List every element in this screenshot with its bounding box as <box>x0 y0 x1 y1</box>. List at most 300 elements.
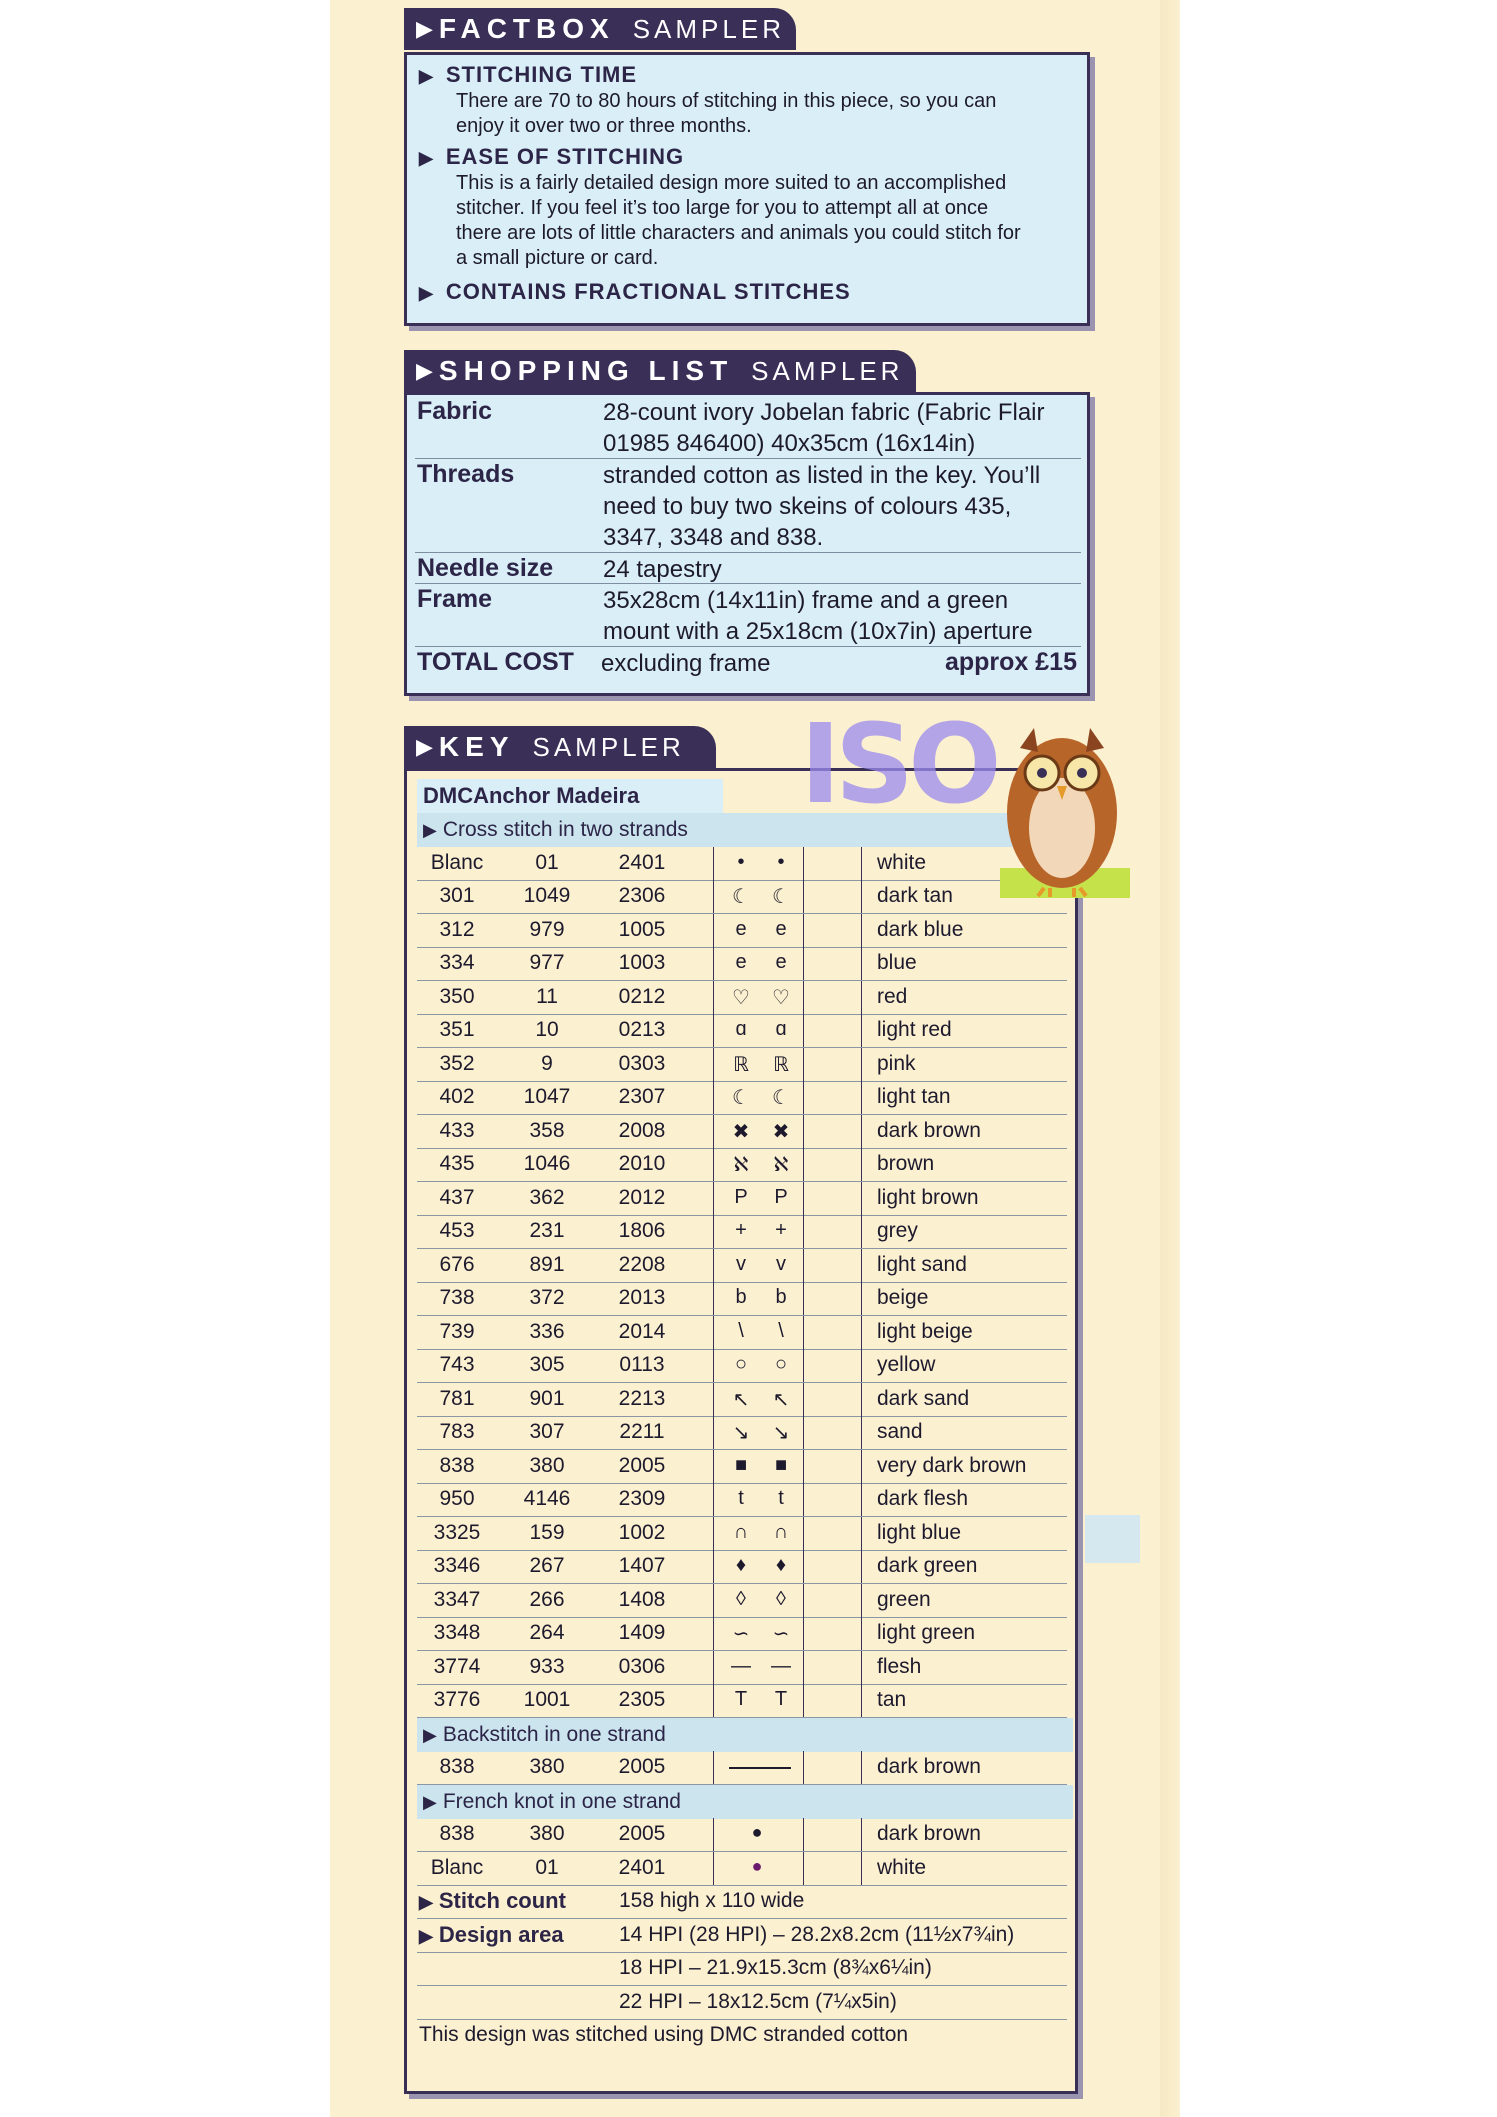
dmc-code: 334 <box>439 951 475 974</box>
anchor-code: 977 <box>529 951 565 974</box>
design-area-title: Design area <box>438 1921 564 1947</box>
stitch-symbol: ☾ <box>772 886 790 908</box>
shopping-value: 35x28cm (14x11in) frame and a green <box>603 587 1009 614</box>
column-divider <box>861 880 862 913</box>
key-row <box>417 1383 1067 1417</box>
anchor-code: 380 <box>529 1755 565 1778</box>
stitch-symbol: ∩ <box>773 1520 789 1543</box>
anchor-code: 372 <box>529 1286 565 1309</box>
key-row <box>417 1148 1067 1182</box>
stitch-symbol: ♡ <box>732 986 750 1009</box>
dmc-code: 676 <box>439 1252 475 1276</box>
stitch-symbol: e <box>775 951 787 973</box>
colour-name: beige <box>877 1286 929 1309</box>
side-tab <box>1085 1515 1140 1563</box>
dmc-code: 783 <box>439 1420 475 1443</box>
factbox-line: This is a fairly detailed design more suited to an accomplished <box>456 172 1007 194</box>
madeira-code: 2211 <box>619 1420 665 1443</box>
anchor-code: 1049 <box>523 884 571 907</box>
column-divider <box>861 1182 862 1215</box>
dmc-code: 3776 <box>433 1688 481 1711</box>
stitch-symbol: ◊ <box>776 1587 786 1610</box>
factbox-item <box>419 279 851 306</box>
stitch-symbol: \ <box>778 1319 784 1342</box>
madeira-code: 2010 <box>618 1152 666 1175</box>
column-divider <box>803 981 804 1014</box>
stitch-symbol: ♦ <box>735 1554 747 1576</box>
factbox-heading: STITCHING TIME <box>445 62 638 87</box>
anchor-code: 358 <box>529 1118 565 1142</box>
column-divider <box>861 1416 862 1449</box>
triangle-icon: ▶ <box>423 1724 437 1745</box>
stitch-symbol: ○ <box>774 1353 788 1375</box>
factbox-line: a small picture or card. <box>456 247 659 269</box>
column-divider <box>803 1316 804 1349</box>
key-section-title: Backstitch in one strand <box>442 1722 666 1746</box>
stitch-symbol: — <box>771 1654 791 1677</box>
colour-name: flesh <box>877 1654 922 1678</box>
key-row <box>417 1282 1067 1316</box>
stitch-symbol: e <box>735 951 747 973</box>
column-divider <box>713 1115 714 1148</box>
design-area-row <box>417 1919 1067 1953</box>
column-divider <box>803 1349 804 1382</box>
colour-name: light brown <box>877 1185 979 1209</box>
anchor-code: 231 <box>529 1219 565 1242</box>
key-row <box>417 1115 1067 1149</box>
key-row <box>417 1416 1067 1450</box>
factbox <box>404 52 1090 326</box>
anchor-code: 1046 <box>523 1152 571 1175</box>
column-divider <box>803 1014 804 1047</box>
column-divider <box>861 1852 862 1885</box>
key-row <box>417 880 1067 914</box>
shopping-row <box>415 395 1081 459</box>
colour-name: very dark brown <box>877 1453 1027 1477</box>
column-divider <box>803 1182 804 1215</box>
key-section-title: French knot in one strand <box>442 1789 681 1813</box>
anchor-code: 267 <box>529 1554 565 1577</box>
stitch-symbol: ✖ <box>732 1120 750 1143</box>
stitch-symbol: v <box>776 1252 786 1275</box>
column-divider <box>861 1282 862 1315</box>
anchor-code: 266 <box>529 1587 565 1611</box>
triangle-icon: ▶ <box>419 1892 433 1912</box>
madeira-code: 2401 <box>618 1855 666 1879</box>
dmc-code: 3774 <box>433 1654 481 1678</box>
key-title: KEY <box>438 731 515 762</box>
stitch-symbol: v <box>736 1252 746 1275</box>
key-row <box>417 1316 1067 1350</box>
shopping-value: 28-count ivory Jobelan fabric (Fabric Flair <box>603 399 1045 426</box>
dmc-code: 3346 <box>433 1554 481 1577</box>
column-divider <box>861 1048 862 1081</box>
arrow-icon: ▶ <box>416 16 433 41</box>
madeira-code: 2005 <box>618 1453 666 1477</box>
column-divider <box>803 1684 804 1717</box>
column-divider <box>861 1249 862 1282</box>
shopping-title: SHOPPING LIST <box>438 355 734 386</box>
column-divider <box>713 1852 714 1885</box>
shopping-label: TOTAL COST <box>417 648 574 676</box>
madeira-code: 1002 <box>618 1520 666 1544</box>
key-row <box>417 1081 1067 1115</box>
triangle-icon: ▶ <box>419 283 434 303</box>
colour-name: grey <box>877 1219 918 1242</box>
colour-name: dark sand <box>877 1386 970 1410</box>
key-row <box>417 1048 1067 1082</box>
design-area-value: 14 HPI (28 HPI) – 28.2x8.2cm (11½x7¾in) <box>619 1922 1015 1946</box>
key-tab <box>404 726 716 768</box>
total-cost: approx £15 <box>944 648 1077 676</box>
madeira-code: 1407 <box>618 1554 666 1577</box>
colour-name: white <box>877 850 927 874</box>
column-divider <box>861 1215 862 1248</box>
key-section-title: Cross stitch in two strands <box>442 818 688 841</box>
column-divider <box>713 1416 714 1449</box>
factbox-line: enjoy it over two or three months. <box>456 115 752 137</box>
anchor-code: 10 <box>535 1018 559 1041</box>
column-divider <box>803 1483 804 1516</box>
shopping-tab <box>404 350 916 392</box>
stitch-symbol: — <box>731 1654 751 1677</box>
column-divider <box>713 1483 714 1516</box>
column-divider <box>861 1550 862 1583</box>
madeira-code: 1408 <box>618 1587 666 1611</box>
shopping-row <box>415 552 1081 584</box>
anchor-code: 264 <box>529 1621 565 1644</box>
stitch-symbol: ↘ <box>772 1422 790 1444</box>
column-divider <box>803 1450 804 1483</box>
stitch-symbol: ↘ <box>732 1422 750 1444</box>
column-divider <box>713 1349 714 1382</box>
madeira-code: 2305 <box>618 1688 666 1711</box>
stitch-symbol: T <box>734 1688 748 1710</box>
column-divider <box>713 1249 714 1282</box>
shopping-label: Threads <box>417 460 515 488</box>
french-knot-symbol: ● <box>751 1855 763 1876</box>
key-row <box>417 1584 1067 1618</box>
dmc-code: 433 <box>439 1118 475 1142</box>
madeira-code: 1005 <box>618 917 666 941</box>
anchor-code: 380 <box>529 1822 565 1845</box>
stitch-symbol: ∽ <box>732 1623 750 1645</box>
arrow-icon: ▶ <box>416 358 433 383</box>
column-divider <box>803 1852 804 1885</box>
column-divider <box>713 1818 714 1851</box>
madeira-code: 1409 <box>618 1621 666 1644</box>
stitch-symbol: b <box>735 1286 747 1308</box>
anchor-code: 1001 <box>523 1688 571 1711</box>
column-divider <box>803 1383 804 1416</box>
stitch-symbol: ↖ <box>772 1388 790 1411</box>
madeira-code: 1003 <box>618 951 666 974</box>
column-divider <box>713 1550 714 1583</box>
column-divider <box>713 947 714 980</box>
column-divider <box>713 1048 714 1081</box>
dmc-code: 312 <box>439 917 475 941</box>
shopping-subtitle: SAMPLER <box>751 355 904 386</box>
column-divider <box>713 1182 714 1215</box>
column-divider <box>803 1617 804 1650</box>
stitch-symbol: ∩ <box>733 1520 749 1543</box>
design-area-label <box>419 1922 564 1948</box>
column-divider <box>803 1751 804 1784</box>
design-area-row <box>417 1986 1067 2020</box>
colour-name: light tan <box>877 1085 951 1108</box>
key-row <box>417 1751 1067 1785</box>
anchor-code: 9 <box>541 1051 553 1075</box>
factbox-item <box>419 144 1021 271</box>
stitch-symbol: P <box>734 1185 748 1208</box>
french-knot-symbol: ● <box>751 1822 763 1842</box>
column-divider <box>803 1818 804 1851</box>
colour-name: dark green <box>877 1554 978 1577</box>
column-divider <box>713 1316 714 1349</box>
madeira-code: 1806 <box>618 1219 666 1242</box>
dmc-code: Blanc <box>430 850 484 874</box>
anchor-code: 4146 <box>523 1487 571 1510</box>
shopping-value: 3347, 3348 and 838. <box>603 524 824 551</box>
dmc-code: 781 <box>439 1386 475 1410</box>
anchor-code: 01 <box>535 1855 559 1879</box>
colour-name: red <box>877 984 908 1008</box>
dmc-code: Blanc <box>430 1855 484 1879</box>
column-divider <box>861 1818 862 1851</box>
column-divider <box>861 847 862 880</box>
column-divider <box>861 1617 862 1650</box>
column-divider <box>861 1751 862 1784</box>
key-section-heading <box>417 1785 1073 1819</box>
column-divider <box>713 880 714 913</box>
shopping-row <box>415 646 1081 686</box>
shopping-value: 01985 846400) 40x35cm (16x14in) <box>603 430 976 457</box>
owl-illustration <box>982 718 1144 914</box>
stitch-symbol: ∽ <box>772 1623 790 1645</box>
stitch-symbol: ↖ <box>732 1388 750 1411</box>
stitch-symbol: b <box>775 1286 787 1308</box>
column-divider <box>713 1215 714 1248</box>
shopping-value: 24 tapestry <box>603 556 722 583</box>
shopping-label: Needle size <box>417 554 554 582</box>
madeira-code: 2401 <box>618 850 666 874</box>
key-row <box>417 847 1067 881</box>
column-divider <box>713 1014 714 1047</box>
stitch-count-title: Stitch count <box>438 1888 566 1913</box>
stitch-symbol: • <box>737 850 745 873</box>
stitch-symbol: ℝ <box>773 1053 789 1076</box>
colour-name: pink <box>877 1051 916 1075</box>
column-divider <box>713 1517 714 1550</box>
stitch-symbol: ☾ <box>732 886 750 908</box>
madeira-code: 2005 <box>618 1822 666 1845</box>
anchor-code: 979 <box>529 917 565 941</box>
shopping-value: mount with a 25x18cm (10x7in) aperture <box>603 618 1033 645</box>
key-column-header: DMCAnchor Madeira <box>417 779 723 813</box>
column-divider <box>803 1048 804 1081</box>
colour-name: light sand <box>877 1252 967 1276</box>
column-divider <box>803 1282 804 1315</box>
column-divider <box>861 1383 862 1416</box>
colour-name: light red <box>877 1018 952 1041</box>
colour-name: light blue <box>877 1520 962 1544</box>
column-divider <box>803 1416 804 1449</box>
anchor-code: 362 <box>529 1185 565 1209</box>
madeira-code: 2213 <box>618 1386 666 1410</box>
dmc-code: 838 <box>439 1822 475 1845</box>
column-divider <box>861 1081 862 1114</box>
column-divider <box>803 947 804 980</box>
owl-right-pupil <box>1077 768 1087 778</box>
column-divider <box>861 947 862 980</box>
colour-name: sand <box>877 1420 923 1443</box>
page-edge <box>1160 0 1180 2117</box>
triangle-icon: ▶ <box>423 820 437 840</box>
key-row <box>417 914 1067 948</box>
colour-name: dark tan <box>877 884 953 907</box>
column-divider <box>861 1450 862 1483</box>
factbox-heading: EASE OF STITCHING <box>445 144 685 169</box>
column-divider <box>861 981 862 1014</box>
colour-name: brown <box>877 1152 935 1175</box>
colour-name: dark brown <box>877 1822 981 1845</box>
factbox-item <box>419 62 996 139</box>
factbox-subtitle: SAMPLER <box>632 13 785 44</box>
watermark-logo: ISO <box>800 700 996 828</box>
key-table <box>404 768 1078 2094</box>
stitch-symbol: + <box>735 1219 747 1241</box>
arrow-icon: ▶ <box>416 734 433 759</box>
key-subtitle: SAMPLER <box>532 731 685 762</box>
anchor-code: 1047 <box>523 1085 571 1108</box>
stitch-count-value: 158 high x 110 wide <box>619 1889 805 1912</box>
owl-right-ear <box>1086 728 1104 752</box>
column-divider <box>803 1081 804 1114</box>
column-divider <box>713 1450 714 1483</box>
column-divider <box>861 1584 862 1617</box>
stitch-symbol: e <box>775 917 787 940</box>
column-divider <box>713 1584 714 1617</box>
column-divider <box>861 1014 862 1047</box>
stitch-count-row <box>417 1885 1067 1919</box>
dmc-code: 838 <box>439 1755 475 1778</box>
colour-name: dark brown <box>877 1118 981 1142</box>
column-divider <box>713 1617 714 1650</box>
anchor-code: 891 <box>529 1252 565 1276</box>
stitch-symbol: ℵ <box>733 1154 749 1176</box>
column-divider <box>803 1517 804 1550</box>
column-divider <box>713 914 714 947</box>
stitch-symbol: ■ <box>734 1453 748 1476</box>
column-divider <box>861 1316 862 1349</box>
factbox-tab <box>404 8 796 50</box>
dmc-code: 3348 <box>433 1621 481 1644</box>
stitch-symbol: t <box>738 1487 744 1509</box>
factbox-title: FACTBOX <box>438 13 615 44</box>
stitch-symbol: • <box>777 850 785 873</box>
colour-name: dark flesh <box>877 1487 969 1510</box>
key-row <box>417 1651 1067 1685</box>
triangle-icon: ▶ <box>419 148 434 168</box>
anchor-code: 380 <box>529 1453 565 1477</box>
column-divider <box>861 1349 862 1382</box>
madeira-code: 2012 <box>618 1185 666 1209</box>
colour-name: dark brown <box>877 1755 981 1778</box>
key-row <box>417 1818 1067 1852</box>
column-divider <box>803 847 804 880</box>
madeira-code: 2005 <box>618 1755 666 1778</box>
shopping-row <box>415 583 1081 647</box>
dmc-code: 738 <box>439 1286 475 1309</box>
anchor-code: 11 <box>536 984 558 1008</box>
colour-name: white <box>877 1855 927 1879</box>
column-divider <box>713 1081 714 1114</box>
column-divider <box>713 847 714 880</box>
dmc-code: 351 <box>439 1018 475 1041</box>
column-divider <box>861 1483 862 1516</box>
triangle-icon: ▶ <box>419 1925 433 1946</box>
stitch-symbol: e <box>735 917 747 940</box>
column-divider <box>861 1517 862 1550</box>
column-divider <box>803 1550 804 1583</box>
key-row <box>417 1182 1067 1216</box>
backstitch-line-symbol <box>729 1767 791 1769</box>
shopping-row <box>415 458 1081 553</box>
stitch-symbol: ɑ <box>735 1018 747 1040</box>
stitch-symbol: T <box>774 1688 788 1710</box>
key-row <box>417 1249 1067 1283</box>
madeira-code: 2309 <box>618 1487 666 1510</box>
triangle-icon: ▶ <box>423 1791 437 1812</box>
factbox-heading: CONTAINS FRACTIONAL STITCHES <box>445 279 851 304</box>
shopping-label: Fabric <box>417 397 493 425</box>
factbox-line: there are lots of little characters and animals you could stitch for <box>456 222 1021 244</box>
dmc-code: 301 <box>439 884 475 907</box>
owl-left-pupil <box>1037 768 1047 778</box>
madeira-code: 2013 <box>618 1286 666 1309</box>
column-divider <box>713 1684 714 1717</box>
footnote: This design was stitched using DMC stranded cotton <box>419 2023 909 2046</box>
madeira-code: 2208 <box>618 1252 666 1276</box>
shopping-label: Frame <box>417 585 493 613</box>
column-divider <box>803 1215 804 1248</box>
column-divider <box>803 1249 804 1282</box>
column-divider <box>713 1282 714 1315</box>
anchor-code: 901 <box>529 1386 565 1410</box>
stitch-symbol: t <box>778 1487 784 1509</box>
madeira-code: 0213 <box>618 1018 666 1041</box>
key-row <box>417 1215 1067 1249</box>
colour-name: yellow <box>877 1353 936 1376</box>
stitch-symbol: ☾ <box>732 1087 750 1109</box>
stitch-symbol: ◊ <box>736 1587 746 1610</box>
stitch-symbol: ɑ <box>775 1018 787 1040</box>
design-area-row <box>417 1952 1067 1986</box>
column-divider <box>803 880 804 913</box>
dmc-code: 739 <box>439 1319 475 1343</box>
stitch-symbol: ℵ <box>773 1154 789 1176</box>
colour-name: dark blue <box>877 917 964 941</box>
dmc-code: 838 <box>439 1453 475 1477</box>
column-divider <box>861 1651 862 1684</box>
anchor-code: 01 <box>535 850 559 874</box>
shopping-value: excluding frame <box>601 650 771 677</box>
key-row <box>417 1617 1067 1651</box>
colour-name: green <box>877 1587 931 1611</box>
madeira-code: 2306 <box>618 884 666 907</box>
dmc-code: 352 <box>439 1051 475 1075</box>
key-row <box>417 1684 1067 1718</box>
